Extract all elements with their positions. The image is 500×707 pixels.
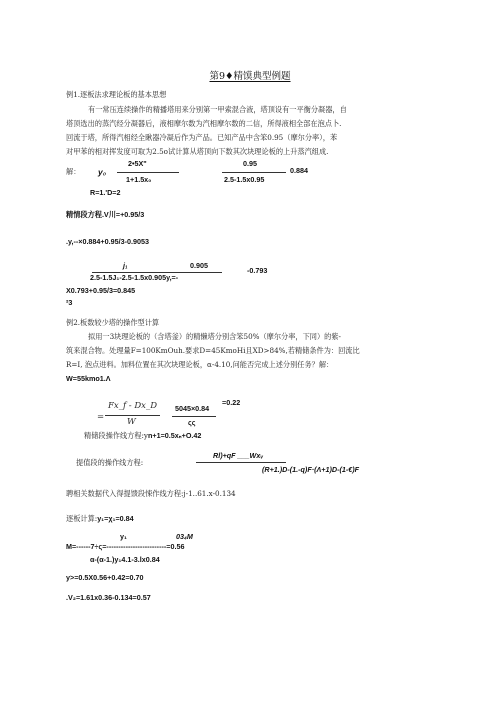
- value-0905: 0.905: [190, 261, 208, 270]
- j1-symbol: j₁: [123, 261, 128, 270]
- example2-heading: 例2.板数较少塔的操作型计算: [66, 318, 160, 327]
- reflux-ratio: R=1.'D=2: [90, 188, 121, 197]
- value-fraction-bar: [172, 416, 216, 417]
- y0-symbol: y₀: [98, 167, 107, 177]
- example1-para-line2: 塔顶选出的蒸汽经分凝器后，液相摩尔数为汽相摩尔数的二信，所得液相全部在泡点卜.: [66, 119, 342, 128]
- fraction-result: =0.22: [222, 398, 241, 407]
- fraction-denominator-w: W: [127, 417, 136, 427]
- rectifying-line-label: [84, 432, 201, 440]
- rectifying-equation: 精情段方程.V川=+0.95/3: [66, 210, 145, 219]
- alpha-line: α-(α-1.)y₁4.1-3.lx0.84: [90, 555, 160, 564]
- stripping-numerator: Rl)+qF ___Wxᵥ: [213, 451, 264, 460]
- fraction-numerator-formula: Fx_f - Dx_D: [108, 401, 158, 411]
- step-label: 逐板计算:: [66, 514, 98, 523]
- rectifying-line-text: 精储段操作线方程:y: [84, 431, 148, 440]
- step-y1-value: y₁=χ₁=0.84: [97, 514, 134, 523]
- substitution-line: 聘相关数据代入得提馈段悚作线方程:j-1..61.x-0.134: [66, 489, 236, 498]
- fraction2-bar: [222, 172, 286, 173]
- rectifying-line-equation: n+1=0.5xₙ+O.42: [147, 431, 202, 440]
- example2-para-line1: 拟用一3块理论板的（含塔釜）的精懒塔分别含笨50%（摩尔分率，下同）的紫-: [88, 332, 341, 341]
- y1-calculation: .y,--×0.884+0.95/3-0.9053: [66, 237, 149, 246]
- y-value-line: y>=0.5X0.56+0.42=0.70: [66, 573, 144, 582]
- solution-label: 解：: [66, 167, 81, 176]
- fraction2-denominator: 2.5-1.5x0.95: [224, 175, 265, 184]
- m-equation-line: M=------7÷ς=-------------------------=0.56: [66, 542, 185, 551]
- page-title: 第9♦精馍典型例题: [209, 71, 291, 82]
- example1-heading: 例1.逐板法求理论板的基本思想: [66, 90, 167, 99]
- final-line: .V₂=1.61x0.36-0.134=0.57: [66, 593, 151, 602]
- fraction1-numerator: 2•5X": [128, 159, 147, 168]
- y1-label: y₁: [120, 532, 127, 541]
- example1-para-line1: 有一常压连续操作的精播塔用来分别第一甲索混合液，塔顶设有一平衡分凝器，自: [88, 105, 347, 114]
- denominator-line: 2.5-1.5J₁-2.5-1.5x0.905y,=-: [90, 273, 179, 282]
- example2-para-line4: W=55kmo1.Λ: [66, 374, 111, 383]
- fraction1-denominator: 1+1.5x₀: [126, 175, 152, 184]
- fraction-value-denominator: ςς: [188, 418, 196, 427]
- ratio-numerator: 03₄M: [176, 532, 193, 541]
- stripping-denominator: (R+1.)D-(1.-q)F·(Λ+1)D-(1-€)F: [262, 465, 360, 474]
- example1-para-line4: 对甲苯的相对挥发度可取为2.5o试计算从塔顶向下数其次块理论板的上升蒸汽组成.: [66, 147, 329, 156]
- fraction2-numerator: 0.95: [243, 159, 257, 168]
- result-0884: 0.884: [290, 166, 308, 175]
- stripping-fraction-bar: [196, 462, 286, 463]
- stripping-line-label: 提值段的操作线方程:: [76, 458, 144, 467]
- fraction1-bar: [117, 172, 179, 173]
- footnote-marker: ²3: [66, 298, 73, 307]
- example2-para-line3: R=I, 泡点进料。加料位置在其次块理论板，α-4.10,问能否完成上述分别任务？解：: [66, 360, 334, 369]
- step-calc-line: [66, 515, 134, 523]
- equation-equals: =: [97, 412, 105, 422]
- fraction-value-numerator: 5045×0.84: [175, 404, 210, 413]
- example1-para-line3: 回流于塔，所得汽相经全瞅器冷凝后作为产品。已知产品中含笨0.95（摩尔分率），苯: [66, 133, 338, 142]
- example2-para-line2: 筑来混合物。处理量F=100KmOuh.要求D=45KmoHi且XD>84%,若精储条件为：回流比: [66, 346, 360, 355]
- formula-fraction-bar: [105, 415, 160, 416]
- result-neg0793: -0.793: [247, 266, 268, 275]
- calculation-line: X0.793+0.95/3=0.845: [66, 286, 136, 295]
